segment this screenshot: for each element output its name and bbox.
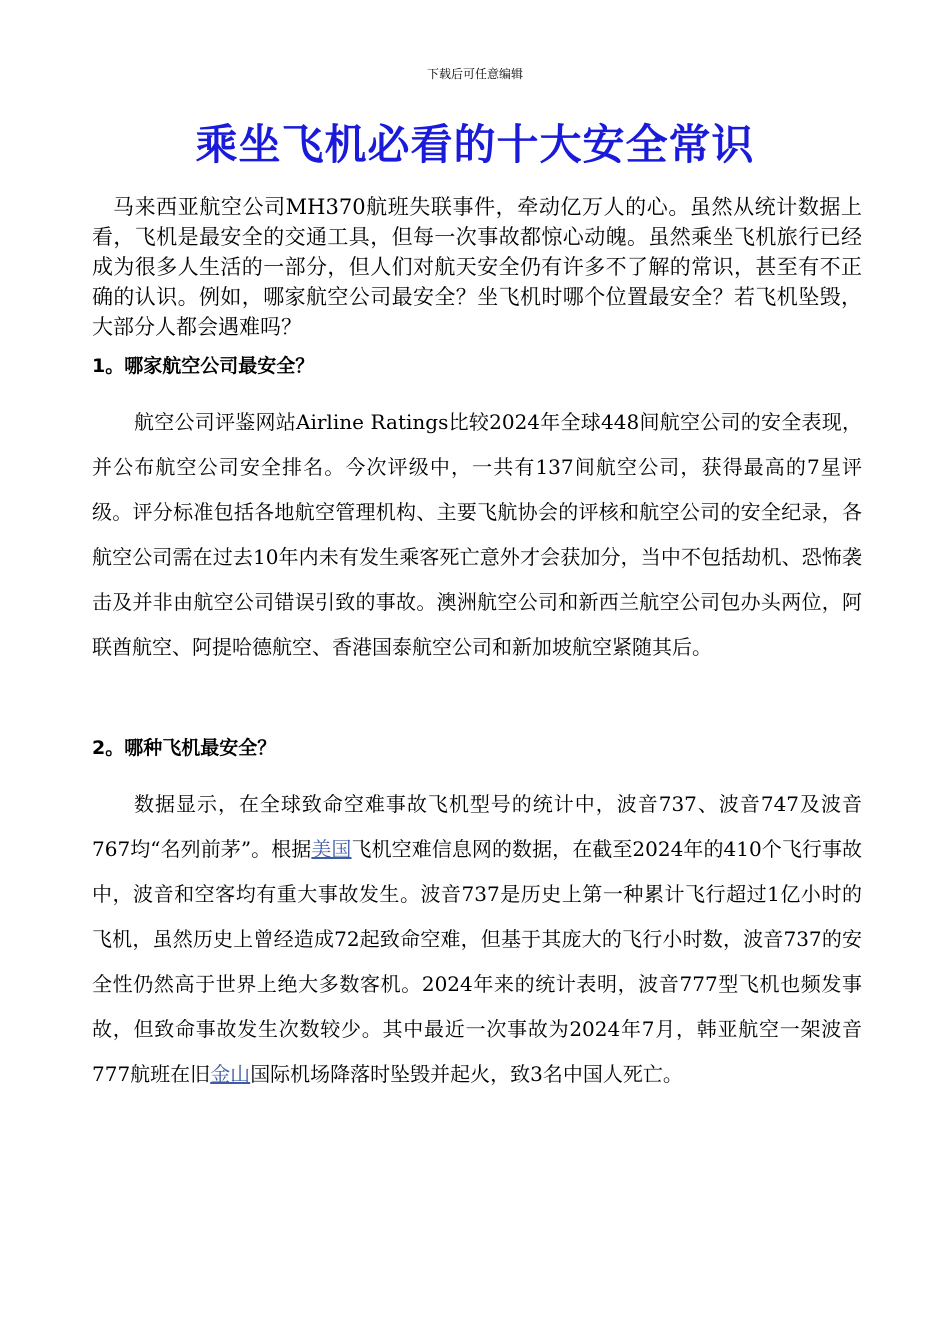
section-body-2-part-1: 数据显示，在全球致命空难事故飞机型号的统计中，波音737、波音747及波音767均“名列前茅”。根据 xyxy=(92,792,862,861)
intro-paragraph: 马来西亚航空公司MH370航班失联事件，牵动亿万人的心。虽然从统计数据上看，飞机是最安全的交通工具，但每一次事故都惊心动魄。虽然乘坐飞机旅行已经成为很多人生活的一部分，但人们对航天安全仍有许多不了解的常识，甚至有不正确的认识。例如，哪家航空公司最安全？坐飞机时哪个位置最安全？若飞机坠毁，大部分人都会遇难吗？ xyxy=(92,195,862,339)
section-heading-1: 1。哪家航空公司最安全？ xyxy=(92,355,315,377)
section-heading-2: 2。哪种飞机最安全？ xyxy=(92,737,277,759)
link-san-francisco[interactable]: 金山 xyxy=(210,1062,251,1086)
page-title: 乘坐飞机必看的十大安全常识 xyxy=(195,120,755,169)
header-note: 下载后可任意编辑 xyxy=(426,67,523,81)
section-body-2-part-2: 飞机空难信息网的数据，在截至2024年的410个飞行事故中，波音和空客均有重大事故发生。波音737是历史上第一种累计飞行超过1亿小时的飞机，虽然历史上曾经造成72起致命空难，但基于其庞大的飞行小时数，波音737的安全性仍然高于世界上绝大多数客机。2024年来的统计表明，波音777型飞机也频发事故，但致命事故发生次数较少。其中最近一次事故为2024年7月，韩亚航空一架波音777航班在旧 xyxy=(92,837,863,1086)
section-body-2 xyxy=(92,782,862,1097)
link-usa[interactable]: 美国 xyxy=(311,837,352,861)
section-body-1: 航空公司评鉴网站Airline Ratings比较2024年全球448间航空公司的安全表现，并公布航空公司安全排名。今次评级中，一共有137间航空公司，获得最高的7星评级。评分标准包括各地航空管理机构、主要飞航协会的评核和航空公司的安全纪录，各航空公司需在过去10年内未有发生乘客死亡意外才会获加分，当中不包括劫机、恐怖袭击及并非由航空公司错误引致的事故。澳洲航空公司和新西兰航空公司包办头两位，阿联酋航空、阿提哈德航空、香港国泰航空公司和新加坡航空紧随其后。 xyxy=(92,410,862,659)
section-body-2-part-3: 国际机场降落时坠毁并起火，致3名中国人死亡。 xyxy=(250,1062,683,1086)
